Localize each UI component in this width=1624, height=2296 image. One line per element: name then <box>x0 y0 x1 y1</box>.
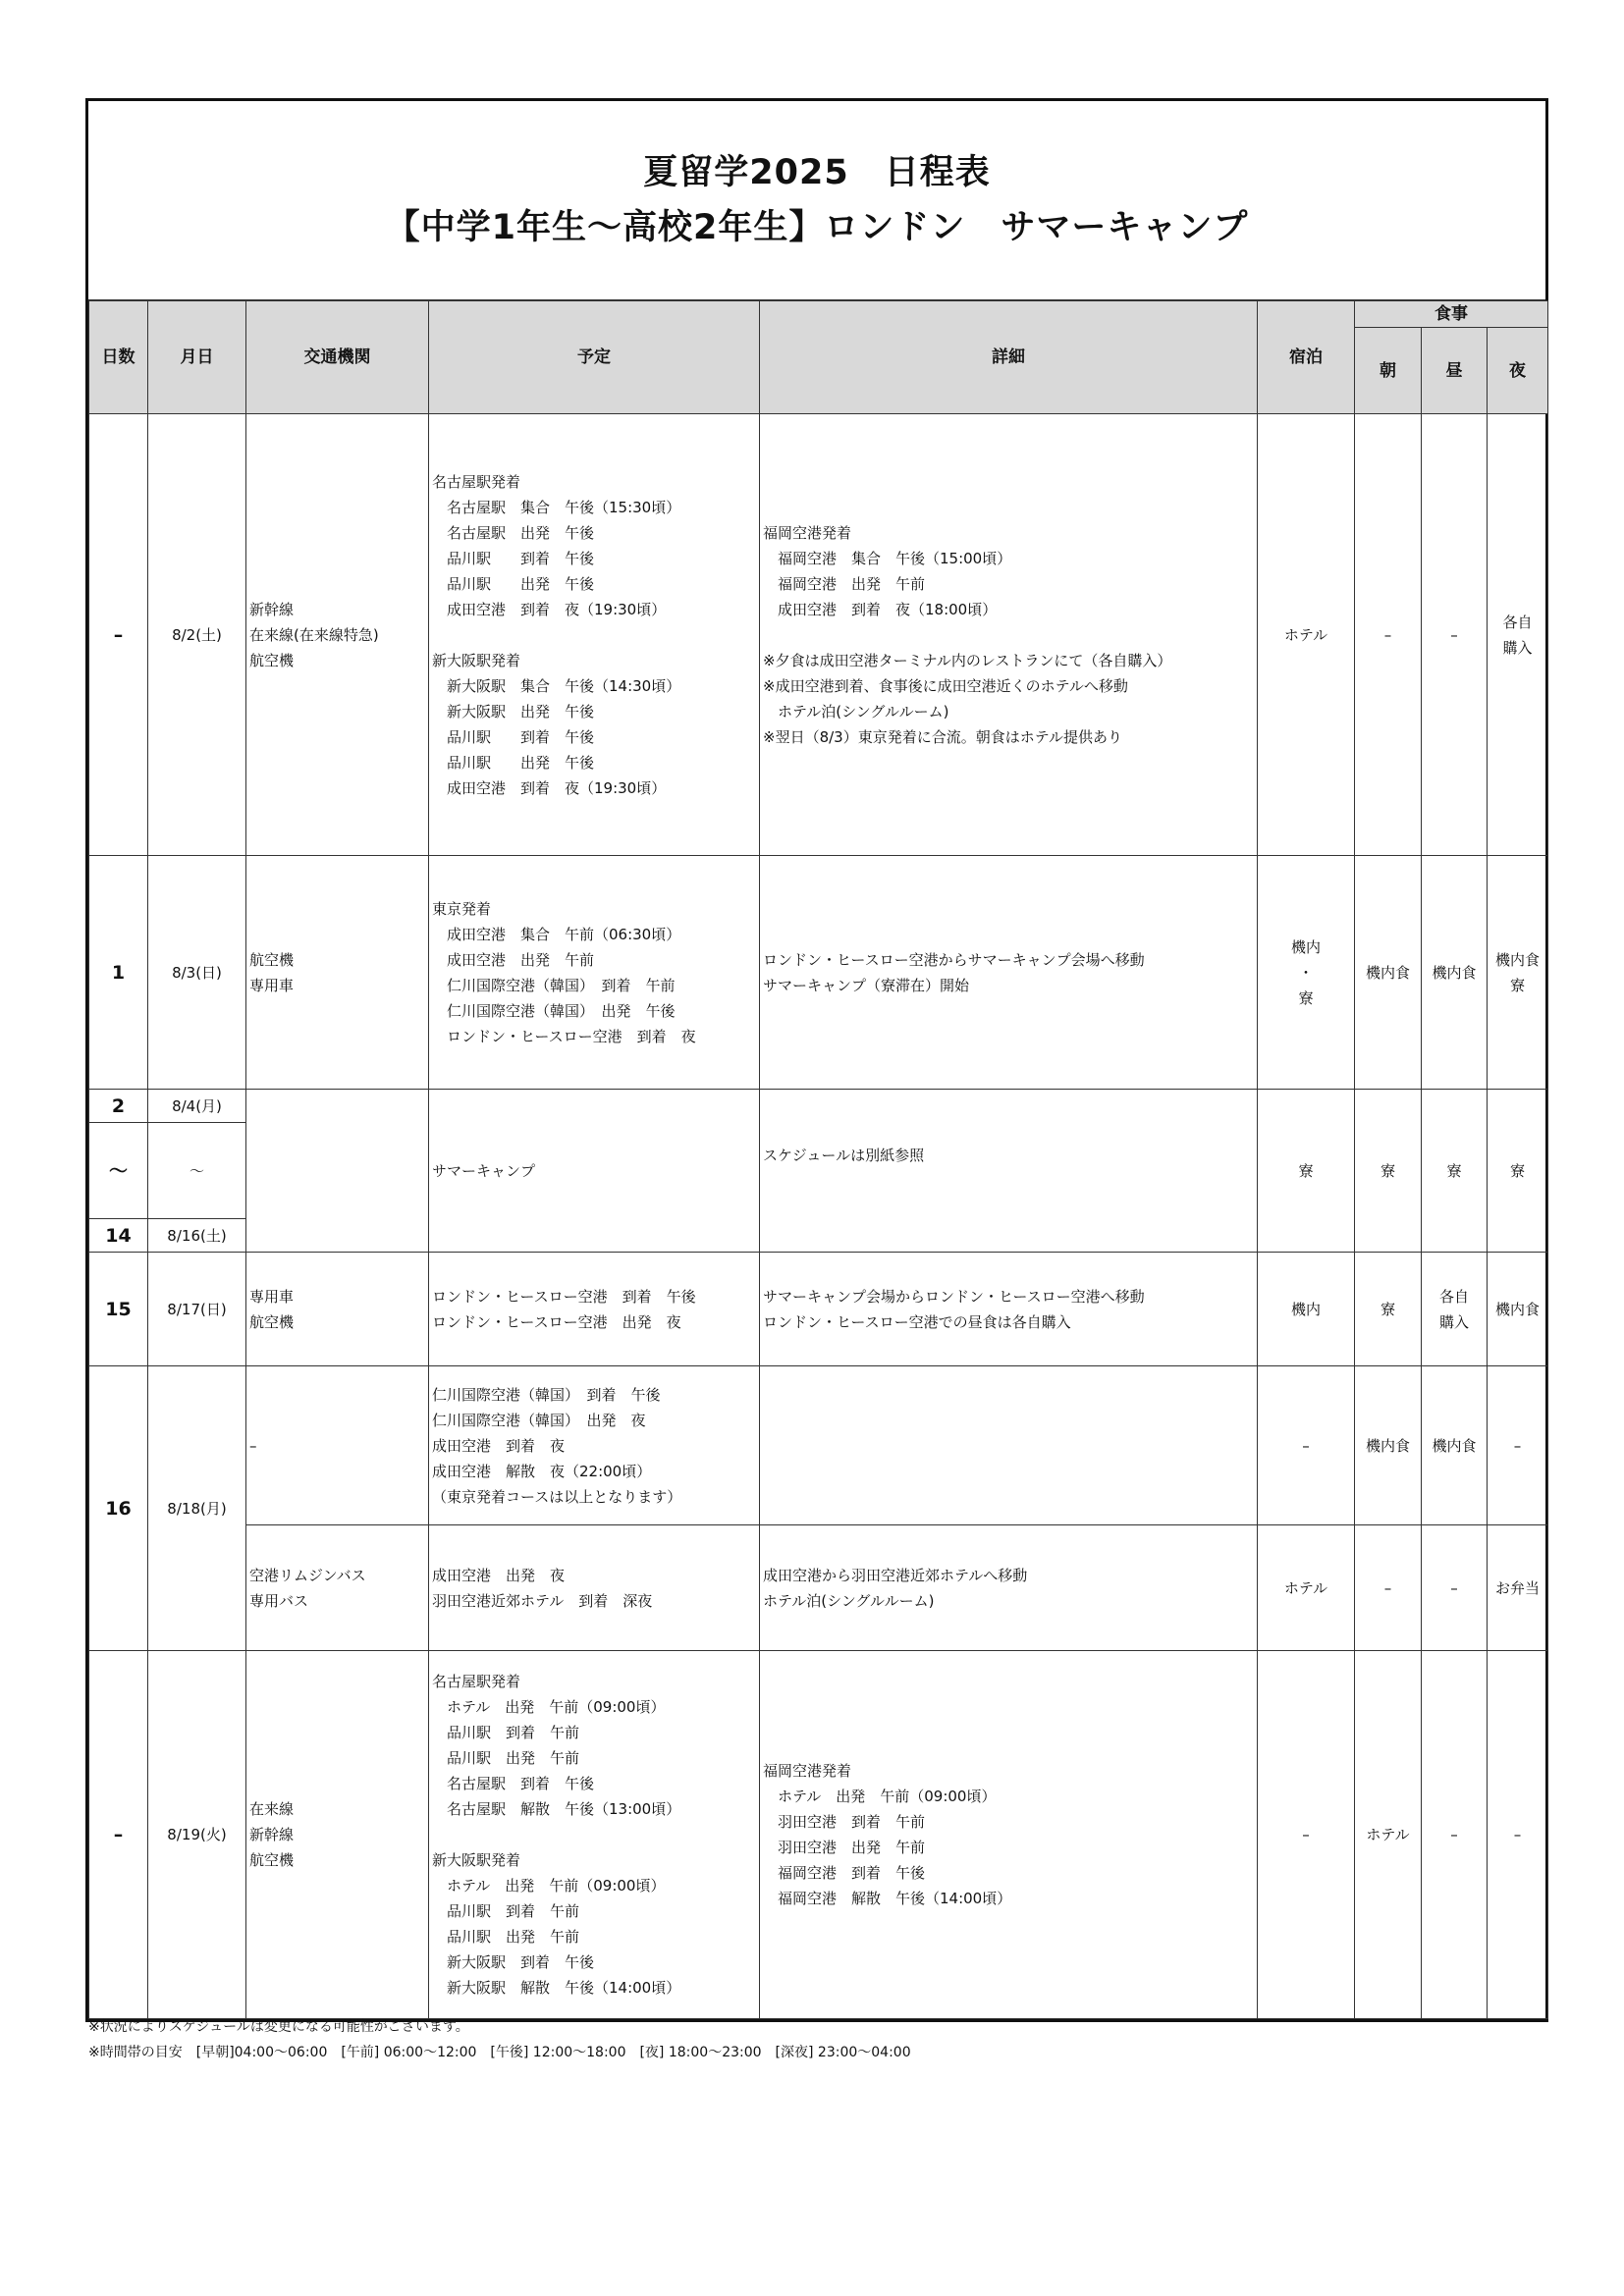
table-row <box>89 1366 1548 1525</box>
dinner-cell: 寮 <box>1488 1090 1548 1253</box>
plan-cell: 名古屋駅発着 名古屋駅 集合 午後（15:30頃） 名古屋駅 出発 午後 品川駅 到着 午後 品川駅 出発 午後 成田空港 到着 夜（19:30頃） 新大阪駅発着 新大阪駅 集合 午後（14:30頃） 新大阪駅 出発 午後 品川駅 到着 午後 品川駅 出発 午後 成田空港 到着 夜（19:30頃） <box>429 414 760 856</box>
dinner-cell: 各自 購入 <box>1488 414 1548 856</box>
breakfast-cell: – <box>1355 1525 1422 1651</box>
title-line-1: 夏留学2025 日程表 <box>643 153 991 192</box>
details-cell: サマーキャンプ会場からロンドン・ヒースロー空港へ移動 ロンドン・ヒースロー空港での昼食は各自購入 <box>760 1253 1258 1366</box>
date-range-cell: ～ <box>148 1123 246 1219</box>
transport-cell: 新幹線 在来線(在来線特急) 航空機 <box>246 414 429 856</box>
table-row <box>89 1525 1548 1651</box>
header-lodging: 宿泊 <box>1258 301 1355 414</box>
details-cell <box>760 1366 1258 1525</box>
details-cell: スケジュールは別紙参照 <box>760 1090 1258 1253</box>
table-row <box>89 1090 1548 1123</box>
lodging-cell: ホテル <box>1258 414 1355 856</box>
breakfast-cell: – <box>1355 414 1422 856</box>
title-box <box>88 101 1545 300</box>
date-cell: 8/18(月) <box>148 1366 246 1651</box>
date-cell: 8/19(火) <box>148 1651 246 2019</box>
plan-cell: 東京発着 成田空港 集合 午前（06:30頃） 成田空港 出発 午前 仁川国際空港（韓国） 到着 午前 仁川国際空港（韓国） 出発 午後 ロンドン・ヒースロー空港 到着 夜 <box>429 856 760 1090</box>
day-cell: – <box>89 1651 148 2019</box>
header-transport: 交通機関 <box>246 301 429 414</box>
day-cell: – <box>89 414 148 856</box>
day-cell: 1 <box>89 856 148 1090</box>
transport-cell: 航空機 専用車 <box>246 856 429 1090</box>
header-meals: 食事 <box>1355 301 1548 328</box>
table-row <box>89 414 1548 856</box>
footnote-change-notice: ※状況によりスケジュールは変更になる可能性がございます。 <box>88 2019 469 2035</box>
dinner-cell: お弁当 <box>1488 1525 1548 1651</box>
header-lunch: 昼 <box>1422 328 1488 414</box>
header-dinner: 夜 <box>1488 328 1548 414</box>
lunch-cell: 寮 <box>1422 1090 1488 1253</box>
header-plan: 予定 <box>429 301 760 414</box>
table-row <box>89 1651 1548 2019</box>
details-cell: 福岡空港発着 ホテル 出発 午前（09:00頃） 羽田空港 到着 午前 羽田空港 出発 午前 福岡空港 到着 午後 福岡空港 解散 午後（14:00頃） <box>760 1651 1258 2019</box>
breakfast-cell: 寮 <box>1355 1090 1422 1253</box>
dinner-cell: – <box>1488 1651 1548 2019</box>
header-date: 月日 <box>148 301 246 414</box>
breakfast-cell: ホテル <box>1355 1651 1422 2019</box>
date-cell: 8/17(日) <box>148 1253 246 1366</box>
lunch-cell: – <box>1422 1525 1488 1651</box>
lunch-cell: 機内食 <box>1422 1366 1488 1525</box>
transport-cell: – <box>246 1366 429 1525</box>
lunch-cell: 機内食 <box>1422 856 1488 1090</box>
date-end-cell: 8/16(土) <box>148 1219 246 1253</box>
table-row <box>89 1253 1548 1366</box>
plan-cell: 名古屋駅発着 ホテル 出発 午前（09:00頃） 品川駅 到着 午前 品川駅 出発 午前 名古屋駅 到着 午後 名古屋駅 解散 午後（13:00頃） 新大阪駅発着 ホテル 出発 午前（09:00頃） 品川駅 到着 午前 品川駅 出発 午前 新大阪駅 到着 午後 新大阪駅 解散 午後（14:00頃） <box>429 1651 760 2019</box>
dinner-cell: 機内食 寮 <box>1488 856 1548 1090</box>
breakfast-cell: 機内食 <box>1355 856 1422 1090</box>
day-range-cell: ～ <box>89 1123 148 1219</box>
header-breakfast: 朝 <box>1355 328 1422 414</box>
date-cell: 8/3(日) <box>148 856 246 1090</box>
lunch-cell: – <box>1422 414 1488 856</box>
details-cell: ロンドン・ヒースロー空港からサマーキャンプ会場へ移動 サマーキャンプ（寮滞在）開始 <box>760 856 1258 1090</box>
footnote-time-guide: ※時間帯の目安 [早朝]04:00～06:00 [午前] 06:00～12:00 [午後] 12:00～18:00 [夜] 18:00～23:00 [深夜] 23:00～04:00 <box>88 2045 911 2060</box>
dinner-cell: – <box>1488 1366 1548 1525</box>
lodging-cell: 機内 <box>1258 1253 1355 1366</box>
date-cell: 8/2(土) <box>148 414 246 856</box>
breakfast-cell: 機内食 <box>1355 1366 1422 1525</box>
day-start-cell: 2 <box>89 1090 148 1123</box>
details-cell: 福岡空港発着 福岡空港 集合 午後（15:00頃） 福岡空港 出発 午前 成田空港 到着 夜（18:00頃） ※夕食は成田空港ターミナル内のレストランにて（各自購入） ※成田空港到着、食事後に成田空港近くのホテルへ移動 ホテル泊(シングルルーム) ※翌日（8/3）東京発着に合流。朝食はホテル提供あり <box>760 414 1258 856</box>
transport-cell: 空港リムジンバス 専用バス <box>246 1525 429 1651</box>
lodging-cell: 寮 <box>1258 1090 1355 1253</box>
table-row <box>89 856 1548 1090</box>
schedule-table <box>88 300 1548 2019</box>
lodging-cell: 機内 ・ 寮 <box>1258 856 1355 1090</box>
plan-cell: サマーキャンプ <box>429 1090 760 1253</box>
plan-cell: 仁川国際空港（韓国） 到着 午後 仁川国際空港（韓国） 出発 夜 成田空港 到着 夜 成田空港 解散 夜（22:00頃） （東京発着コースは以上となります） <box>429 1366 760 1525</box>
lodging-cell: – <box>1258 1651 1355 2019</box>
lodging-cell: – <box>1258 1366 1355 1525</box>
transport-cell: 専用車 航空機 <box>246 1253 429 1366</box>
lunch-cell: 各自 購入 <box>1422 1253 1488 1366</box>
date-start-cell: 8/4(月) <box>148 1090 246 1123</box>
day-end-cell: 14 <box>89 1219 148 1253</box>
lunch-cell: – <box>1422 1651 1488 2019</box>
transport-cell: 在来線 新幹線 航空機 <box>246 1651 429 2019</box>
footnotes <box>88 2014 911 2065</box>
plan-cell: 成田空港 出発 夜 羽田空港近郊ホテル 到着 深夜 <box>429 1525 760 1651</box>
day-cell: 16 <box>89 1366 148 1651</box>
lodging-cell: ホテル <box>1258 1525 1355 1651</box>
header-day: 日数 <box>89 301 148 414</box>
plan-cell: ロンドン・ヒースロー空港 到着 午後 ロンドン・ヒースロー空港 出発 夜 <box>429 1253 760 1366</box>
schedule-frame <box>85 98 1548 2022</box>
breakfast-cell: 寮 <box>1355 1253 1422 1366</box>
day-cell: 15 <box>89 1253 148 1366</box>
header-details: 詳細 <box>760 301 1258 414</box>
title-line-2: 【中学1年生～高校2年生】ロンドン サマーキャンプ <box>385 208 1249 247</box>
details-cell: 成田空港から羽田空港近郊ホテルへ移動 ホテル泊(シングルルーム) <box>760 1525 1258 1651</box>
dinner-cell: 機内食 <box>1488 1253 1548 1366</box>
transport-cell <box>246 1090 429 1253</box>
